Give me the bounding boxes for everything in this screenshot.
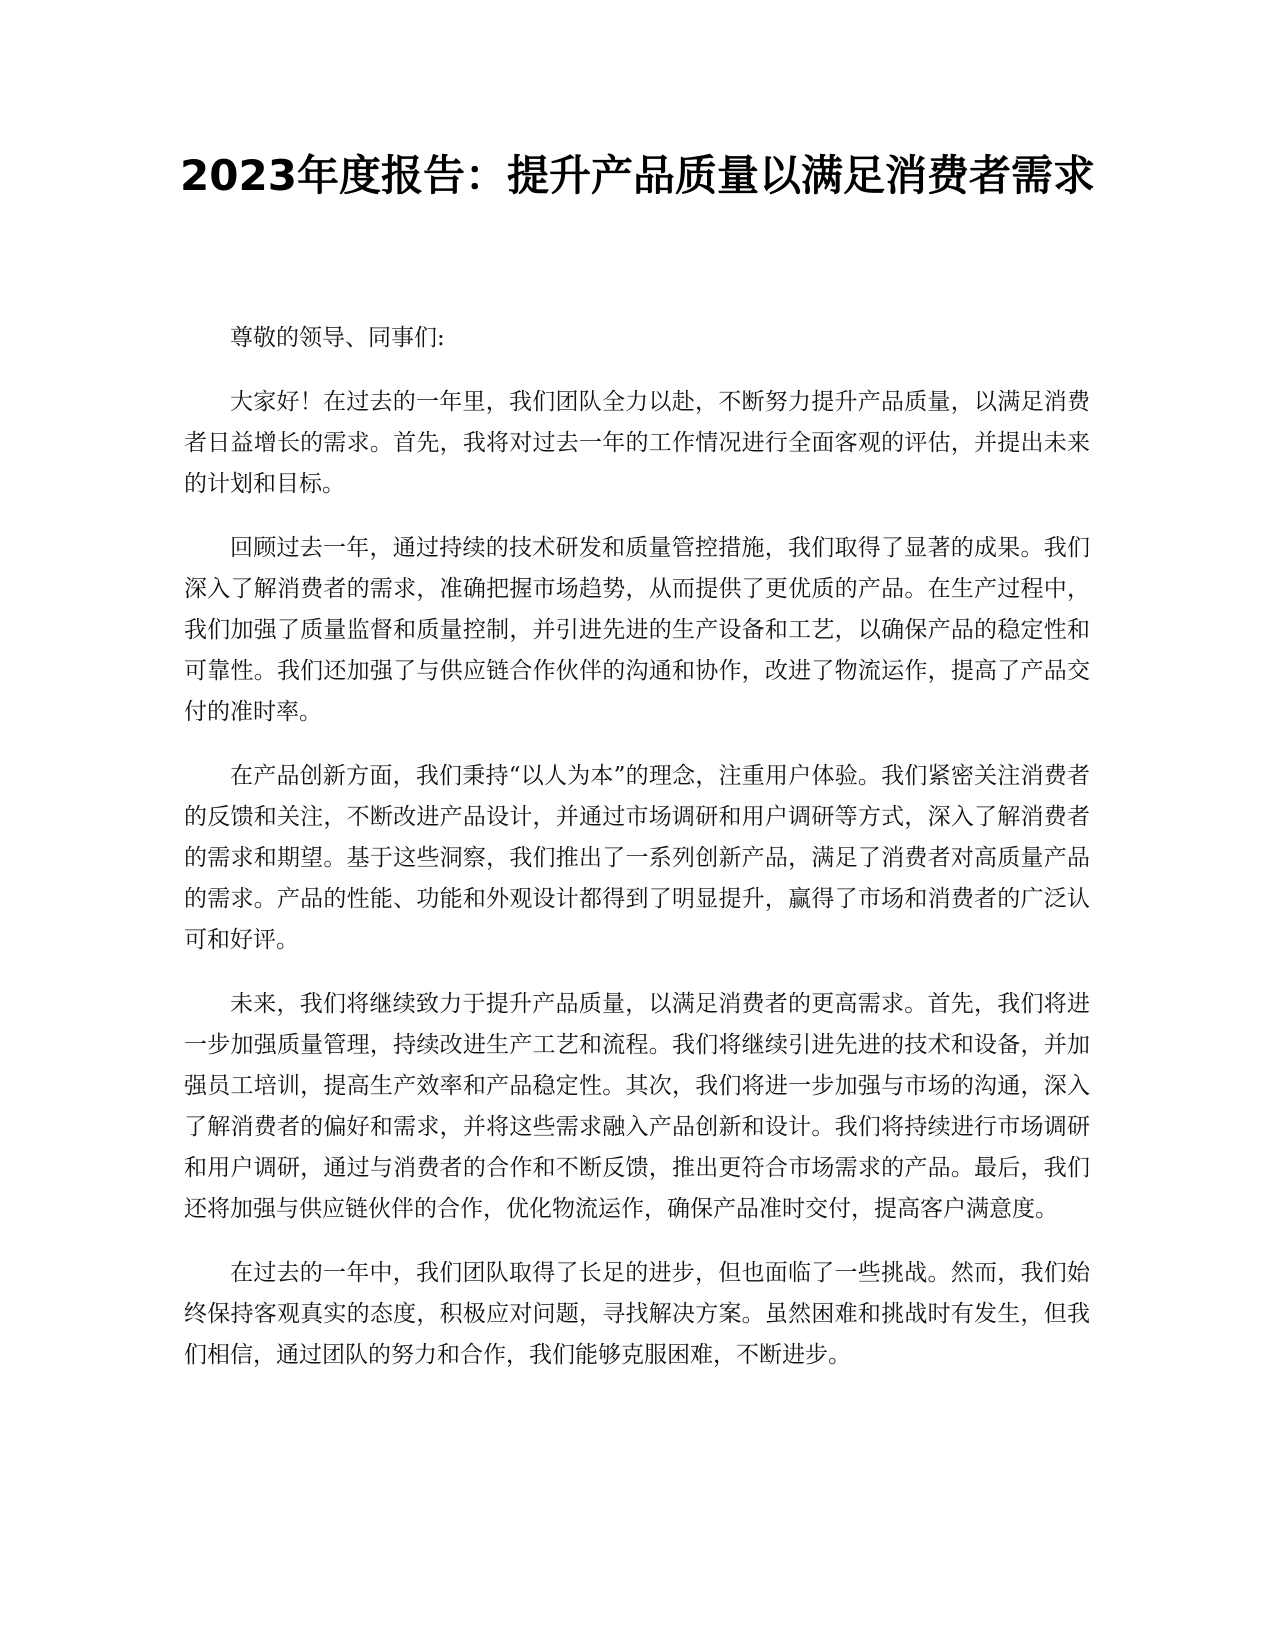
paragraph-review: 回顾过去一年，通过持续的技术研发和质量管控措施，我们取得了显著的成果。我们深入了解消费者的需求，准确把握市场趋势，从而提供了更优质的产品。在生产过程中，我们加强了质量监督和质量控制，并引进先进的生产设备和工艺，以确保产品的稳定性和可靠性。我们还加强了与供应链合作伙伴的沟通和协作，改进了物流运作，提高了产品交付的准时率。 (184, 535, 1090, 725)
paragraph-salutation: 尊敬的领导、同事们: (230, 325, 445, 351)
document-body (184, 318, 1090, 1399)
paragraph-future-plan: 未来，我们将继续致力于提升产品质量，以满足消费者的更高需求。首先，我们将进一步加强质量管理，持续改进生产工艺和流程。我们将继续引进先进的技术和设备，并加强员工培训，提高生产效率和产品稳定性。其次，我们将进一步加强与市场的沟通，深入了解消费者的偏好和需求，并将这些需求融入产品创新和设计。我们将持续进行市场调研和用户调研，通过与消费者的合作和不断反馈，推出更符合市场需求的产品。最后，我们还将加强与供应链伙伴的合作，优化物流运作，确保产品准时交付，提高客户满意度。 (184, 991, 1090, 1222)
document-title: 2023年度报告：提升产品质量以满足消费者需求 (180, 151, 1095, 200)
paragraph-challenges: 在过去的一年中，我们团队取得了长足的进步，但也面临了一些挑战。然而，我们始终保持客观真实的态度，积极应对问题，寻找解决方案。虽然困难和挑战时有发生，但我们相信，通过团队的努力和合作，我们能够克服困难，不断进步。 (184, 1260, 1090, 1368)
paragraph-greeting: 大家好！在过去的一年里，我们团队全力以赴，不断努力提升产品质量，以满足消费者日益增长的需求。首先，我将对过去一年的工作情况进行全面客观的评估，并提出未来的计划和目标。 (184, 389, 1090, 497)
paragraph-innovation: 在产品创新方面，我们秉持“以人为本”的理念，注重用户体验。我们紧密关注消费者的反馈和关注，不断改进产品设计，并通过市场调研和用户调研等方式，深入了解消费者的需求和期望。基于这些洞察，我们推出了一系列创新产品，满足了消费者对高质量产品的需求。产品的性能、功能和外观设计都得到了明显提升，赢得了市场和消费者的广泛认可和好评。 (184, 763, 1090, 953)
